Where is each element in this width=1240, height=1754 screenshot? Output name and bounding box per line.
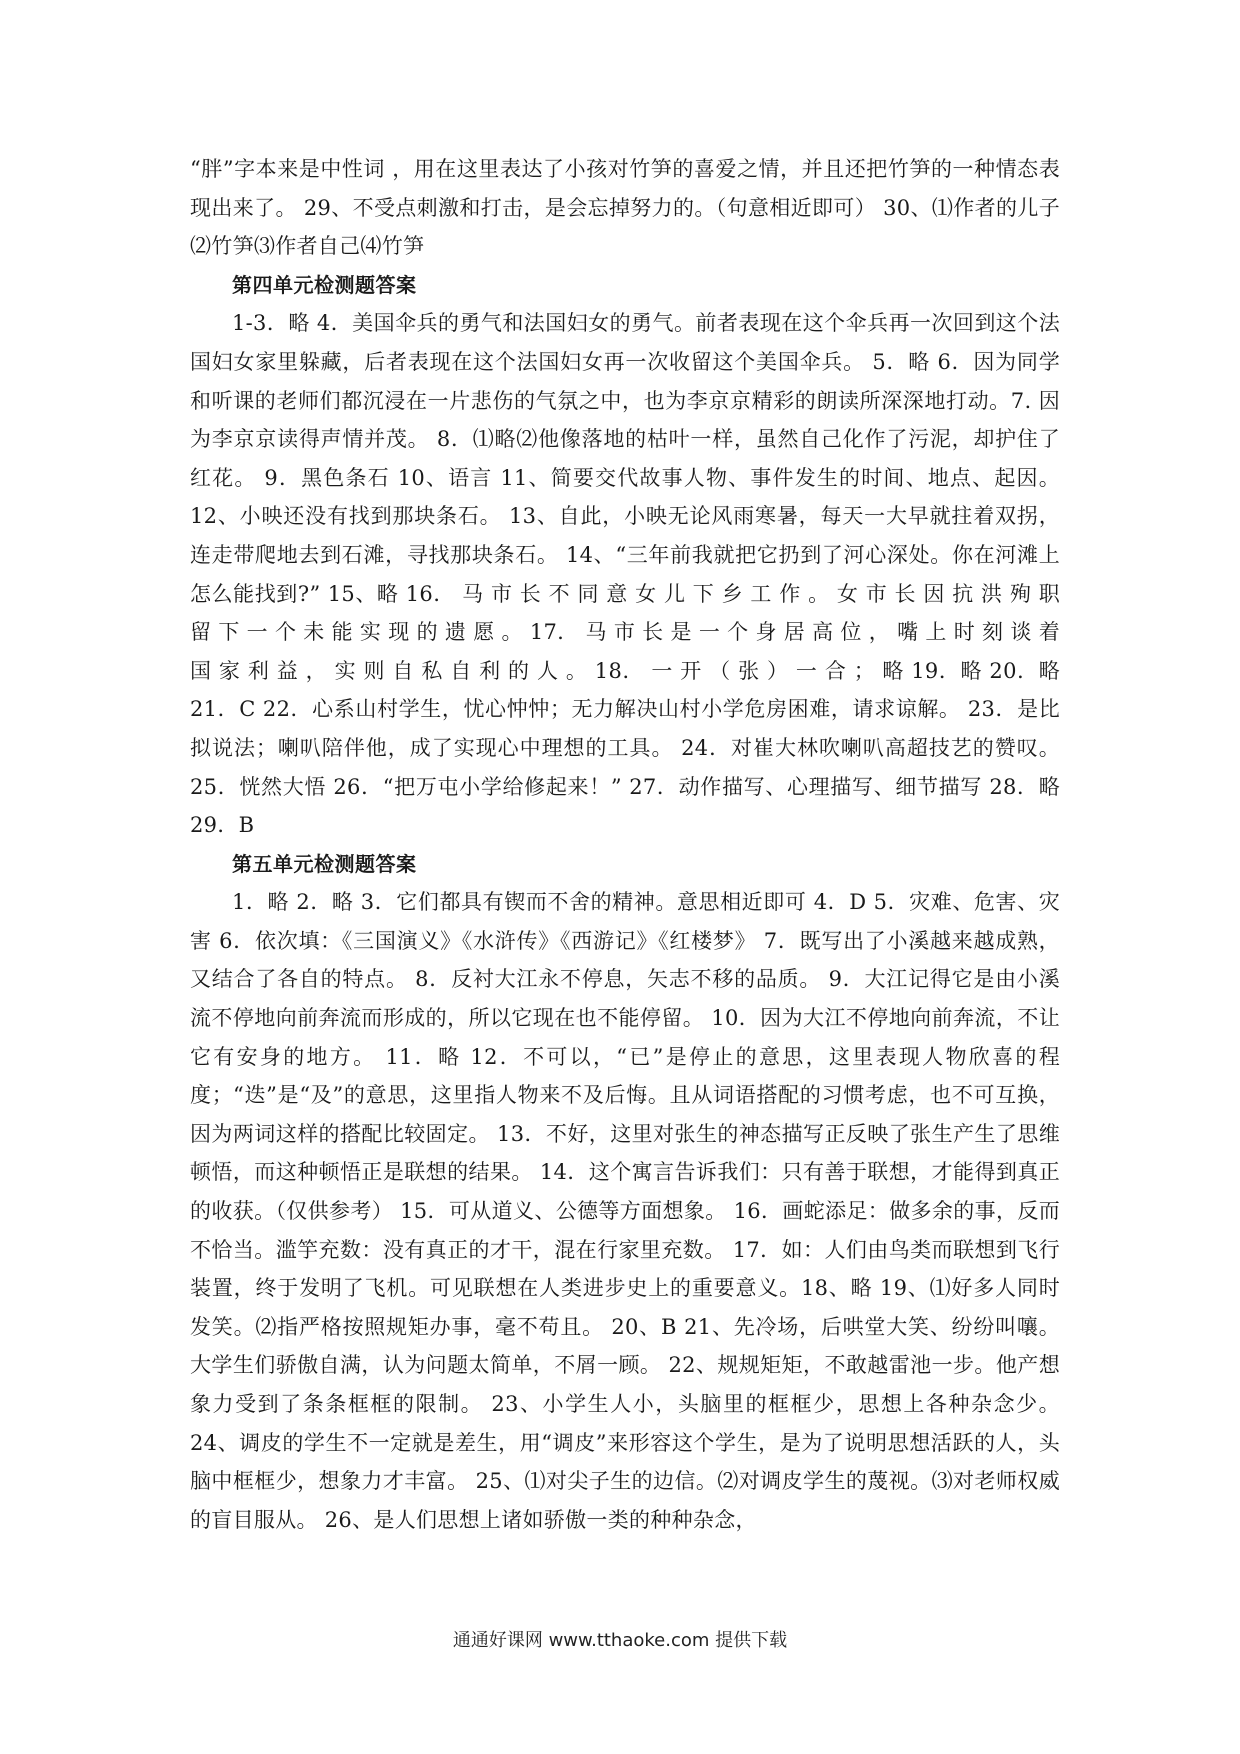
unit5-heading: 第五单元检测题答案 <box>232 851 417 876</box>
unit5-answers: 1．略 2．略 3．它们都具有锲而不舍的精神。意思相近即可 4．D 5．灾难、危害、灾害 6．依次填：《三国演义》《水浒传》《西游记》《红楼梦》 7．既写出了小溪越来越成熟，又结合了各自的特点。 8．反衬大江永不停息，矢志不移的品质。 9．大江记得它是由小溪流不停地向前奔流而形成的，所以它现在也不能停留。 10．因为大江不停地向前奔流，不让它有安身的地方。 11．略 12．不可以，“已”是停止的意思，这里表现人物欣喜的程度；“迭”是“及”的意思，这里指人物来不及后悔。且从词语搭配的习惯考虑，也不可互换，因为两词这样的搭配比较固定。 13．不好，这里对张生的神态描写正反映了张生产生了思维顿悟，而这种顿悟正是联想的结果。 14．这个寓言告诉我们：只有善于联想，才能得到真正的收获。（仅供参考） 15．可从道义、公德等方面想象。 16．画蛇添足：做多余的事，反而不恰当。滥竽充数：没有真正的才干，混在行家里充数。 17．如：人们由鸟类而联想到飞行装置，终于发明了飞机。可见联想在人类进步史上的重要意义。18、略 19、⑴好多人同时发笑。⑵指严格按照规矩办事，毫不苟且。 20、B 21、先冷场，后哄堂大笑、纷纷叫嚷。大学生们骄傲自满，认为问题太简单，不屑一顾。 22、规规矩矩，不敢越雷池一步。他产想象力受到了条条框框的限制。 23、小学生人小，头脑里的框框少，思想上各种杂念少。 24、调皮的学生不一定就是差生，用“调皮”来形容这个学生，是为了说明思想活跃的人，头脑中框框少，想象力才丰富。 25、⑴对尖子生的边信。⑵对调皮学生的蔑视。⑶对老师权威的盲目服从。 26、是人们思想上诸如骄傲一类的种种杂念， <box>190 890 1060 1532</box>
page-footer: 通通好课网 www.tthaoke.com 提供下载 <box>452 1630 788 1651</box>
unit4-answers: 1-3．略 4．美国伞兵的勇气和法国妇女的勇气。前者表现在这个伞兵再一次回到这个法国妇女家里躲藏，后者表现在这个法国妇女再一次收留这个美国伞兵。 5．略 6．因为同学和听课的老师们都沉浸在一片悲伤的气氛之中，也为李京京精彩的朗读所深深地打动。7. 因为李京京读得声情并茂。 8．⑴略⑵他像落地的枯叶一样，虽然自己化作了污泥，却护住了红花。 9．黑色条石 10、语言 11、简要交代故事人物、事件发生的时间、地点、起因。 12、小映还没有找到那块条石。 13、自此，小映无论风雨寒暑，每天一大早就拄着双拐，连走带爬地去到石滩，寻找那块条石。 14、“三年前我就把它扔到了河心深处。你在河滩上怎么能找到?” 15、略 16． 马 市 长 不 同 意 女 儿 下 乡 工 作 。 女 市 长 因 抗 洪 殉 职 留 下 一 个 未 能 实 现 的 遗 愿 。 17． 马 市 长 是 一 个 身 居 高 位 ， 嘴 上 时 刻 谈 着 国 家 利 益 ， 实 则 自 私 自 利 的 人 。 18． 一 开 （ 张 ） 一 合 ； 略 19．略 20．略 21．C 22．心系山村学生，忧心忡忡；无力解决山村小学危房困难，请求谅解。 23．是比拟说法；喇叭陪伴他，成了实现心中理想的工具。 24．对崔大林吹喇叭高超技艺的赞叹。 25．恍然大悟 26．“把万屯小学给修起来！” 27．动作描写、心理描写、细节描写 28．略 29．B <box>190 311 1060 838</box>
unit4-heading: 第四单元检测题答案 <box>232 272 417 297</box>
top-paragraph: “胖”字本来是中性词 ，用在这里表达了小孩对竹笋的喜爱之情，并且还把竹笋的一种情态表现出来了。 29、不受点刺激和打击，是会忘掉努力的。（句意相近即可） 30、⑴作者的儿子⑵竹笋⑶作者自己⑷竹笋 <box>190 157 1060 259</box>
answer-content <box>190 150 1060 1539</box>
